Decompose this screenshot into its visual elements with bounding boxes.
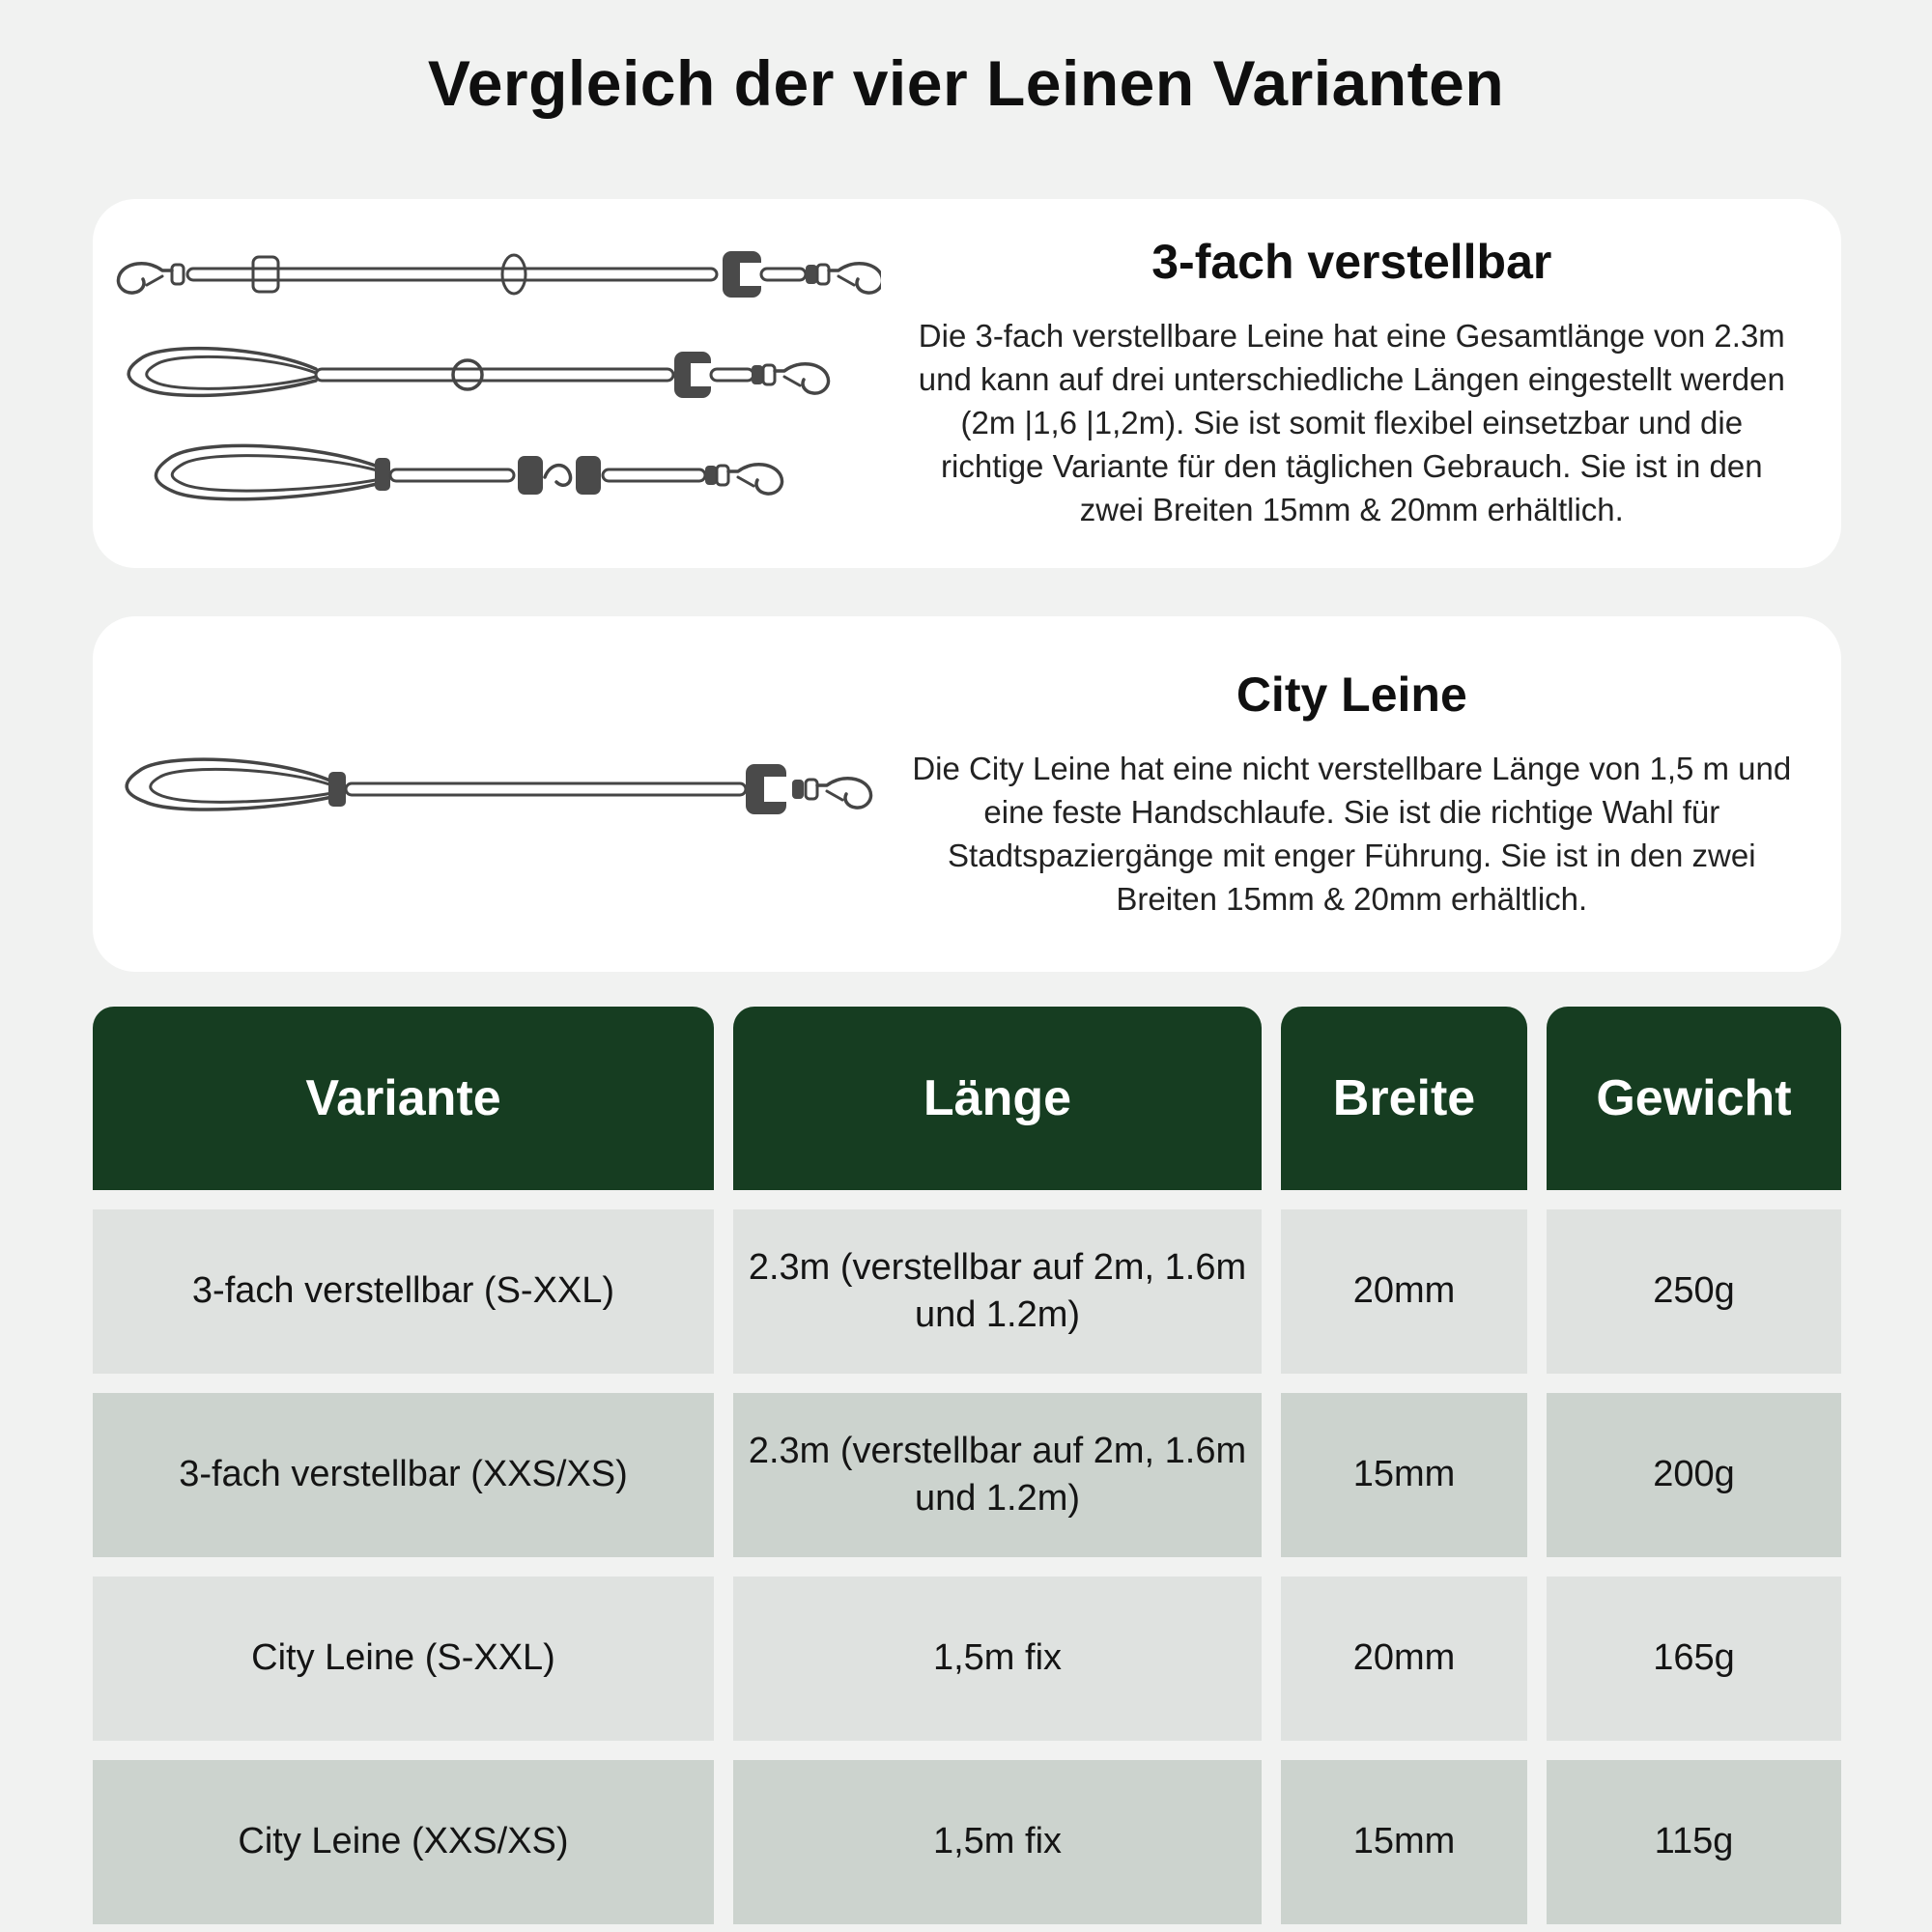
table-cell-gewicht: 250g [1547, 1209, 1841, 1374]
leash-with-loop [128, 349, 828, 398]
table-cell-variante: 3-fach verstellbar (S-XXL) [93, 1209, 714, 1374]
table-cell-laenge: 2.3m (verstellbar auf 2m, 1.6m und 1.2m) [733, 1393, 1262, 1557]
table-cell-laenge: 1,5m fix [733, 1577, 1262, 1741]
leash-illustration-adjustable [93, 224, 897, 543]
card-body: Die 3-fach verstellbare Leine hat eine Gesamtlänge von 2.3m und kann auf drei unterschiedliche Längen eingestellt werden (2m |1,6 |1,2m). Sie ist somit flexibel einsetzbar und die richtige Variante für den täglichen Gebrauch. Sie ist in den zwei Breiten 15mm & 20mm erhältlich. [918, 318, 1785, 527]
table-cell-variante: City Leine (XXS/XS) [93, 1760, 714, 1924]
column-header-laenge: Länge [733, 1007, 1262, 1190]
product-card-city-leash [93, 616, 1841, 972]
page-title: Vergleich der vier Leinen Varianten [427, 47, 1505, 119]
table-cell-breite: 15mm [1281, 1760, 1527, 1924]
card-body: Die City Leine hat eine nicht verstellbare Länge von 1,5 m und eine feste Handschlaufe. Sie ist die richtige Wahl für Stadtspaziergänge mit enger Führung. Sie ist in den zwei Breiten 15mm & 20mm erhältlich. [912, 750, 1792, 917]
leash-short-clipped [156, 445, 781, 498]
table-cell-laenge: 1,5m fix [733, 1760, 1262, 1924]
column-header-gewicht: Gewicht [1547, 1007, 1841, 1190]
adjustable-leashes-icon [108, 224, 881, 543]
column-header-breite: Breite [1281, 1007, 1527, 1190]
leash-extended [118, 251, 881, 298]
card-text-adjustable [897, 236, 1841, 531]
product-card-adjustable-leash [93, 199, 1841, 568]
leash-city [127, 759, 870, 814]
card-heading: 3-fach verstellbar [1151, 235, 1552, 289]
card-text-city [897, 668, 1841, 921]
table-cell-breite: 20mm [1281, 1209, 1527, 1374]
table-cell-breite: 20mm [1281, 1577, 1527, 1741]
comparison-table [93, 1007, 1841, 1924]
table-cell-gewicht: 200g [1547, 1393, 1841, 1557]
card-heading: City Leine [1236, 667, 1467, 722]
city-leash-icon [108, 722, 881, 867]
column-header-variante: Variante [93, 1007, 714, 1190]
table-cell-gewicht: 115g [1547, 1760, 1841, 1924]
table-cell-gewicht: 165g [1547, 1577, 1841, 1741]
table-cell-variante: City Leine (S-XXL) [93, 1577, 714, 1741]
table-cell-variante: 3-fach verstellbar (XXS/XS) [93, 1393, 714, 1557]
leash-illustration-city [93, 722, 897, 867]
table-cell-laenge: 2.3m (verstellbar auf 2m, 1.6m und 1.2m) [733, 1209, 1262, 1374]
table-cell-breite: 15mm [1281, 1393, 1527, 1557]
